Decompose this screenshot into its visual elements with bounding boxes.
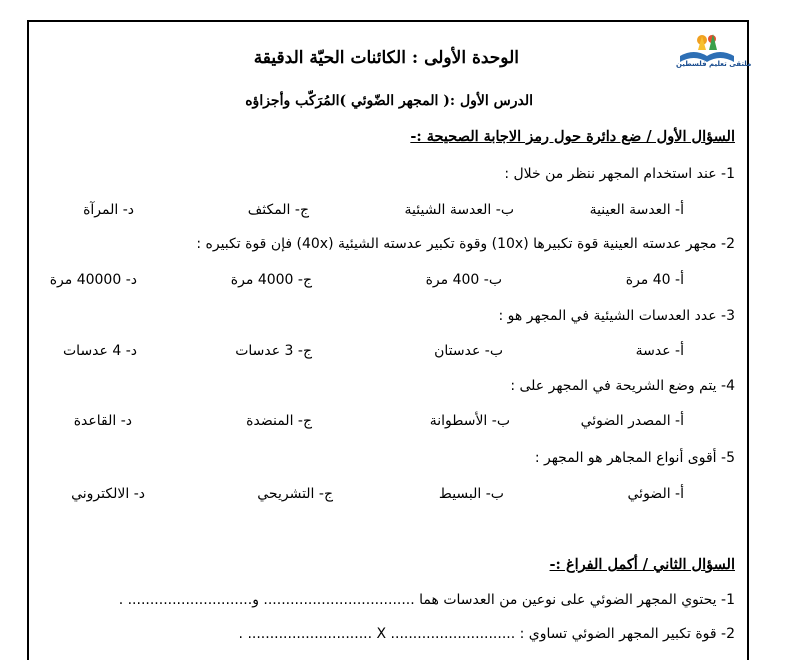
q3-option-d[interactable]: د- 4 عدسات bbox=[63, 343, 137, 359]
q3-option-a[interactable]: أ- عدسة bbox=[635, 343, 684, 359]
question-2-stem: 2- مجهر عدسته العينية قوة تكبيرها (10x) وقوة تكبير عدسته الشيئية (40x) فإن قوة تكبيره : bbox=[196, 236, 735, 252]
section2-heading: السؤال الثاني / أكمل الفراغ :- bbox=[549, 556, 735, 573]
q3-option-b[interactable]: ب- عدستان bbox=[434, 343, 503, 359]
q1-option-c[interactable]: ج- المكثف bbox=[247, 202, 309, 218]
q5-option-b[interactable]: ب- البسيط bbox=[438, 486, 504, 502]
q2-option-b[interactable]: ب- 400 مرة bbox=[425, 272, 502, 288]
q4-option-b[interactable]: ب- الأسطوانة bbox=[429, 413, 510, 429]
question-1-stem: 1- عند استخدام المجهر ننظر من خلال : bbox=[504, 166, 735, 182]
q2-option-a[interactable]: أ- 40 مرة bbox=[625, 272, 684, 288]
q5-option-d[interactable]: د- الالكتروني bbox=[71, 486, 145, 502]
question-4-stem: 4- يتم وضع الشريحة في المجهر على : bbox=[510, 378, 735, 394]
fill-blank-2[interactable]: 2- قوة تكبير المجهر الضوئي تساوي : ............................ X ............................ . bbox=[238, 626, 735, 642]
q4-option-a[interactable]: أ- المصدر الضوئي bbox=[580, 413, 684, 429]
q5-option-c[interactable]: ج- التشريحي bbox=[257, 486, 333, 502]
logo-caption: ملتقى تعليم فلسطين bbox=[676, 60, 752, 68]
unit-title: الوحدة الأولى : الكائنات الحيّة الدقيقة bbox=[253, 48, 519, 68]
q4-option-d[interactable]: د- القاعدة bbox=[73, 413, 132, 429]
q2-option-d[interactable]: د- 40000 مرة bbox=[49, 272, 137, 288]
question-5-stem: 5- أقوى أنواع المجاهر هو المجهر : bbox=[534, 450, 735, 466]
question-3-stem: 3- عدد العدسات الشيئية في المجهر هو : bbox=[498, 308, 735, 324]
q3-option-c[interactable]: ج- 3 عدسات bbox=[235, 343, 312, 359]
q1-option-d[interactable]: د- المرآة bbox=[83, 202, 134, 218]
q1-option-a[interactable]: أ- العدسة العينية bbox=[589, 202, 684, 218]
section1-heading: السؤال الأول / ضع دائرة حول رمز الاجابة الصحيحة :- bbox=[410, 128, 735, 145]
lesson-title: الدرس الأول :( المجهر الضّوئي )المُرَكّب وأجزاؤه bbox=[245, 93, 533, 109]
fill-blank-1[interactable]: 1- يحتوي المجهر الضوئي على نوعين من العدسات هما .................................. و............................ . bbox=[118, 592, 735, 608]
q4-option-c[interactable]: ج- المنضدة bbox=[246, 413, 312, 429]
q2-option-c[interactable]: ج- 4000 مرة bbox=[230, 272, 312, 288]
q1-option-b[interactable]: ب- العدسة الشيئية bbox=[404, 202, 514, 218]
q5-option-a[interactable]: أ- الضوئي bbox=[627, 486, 684, 502]
